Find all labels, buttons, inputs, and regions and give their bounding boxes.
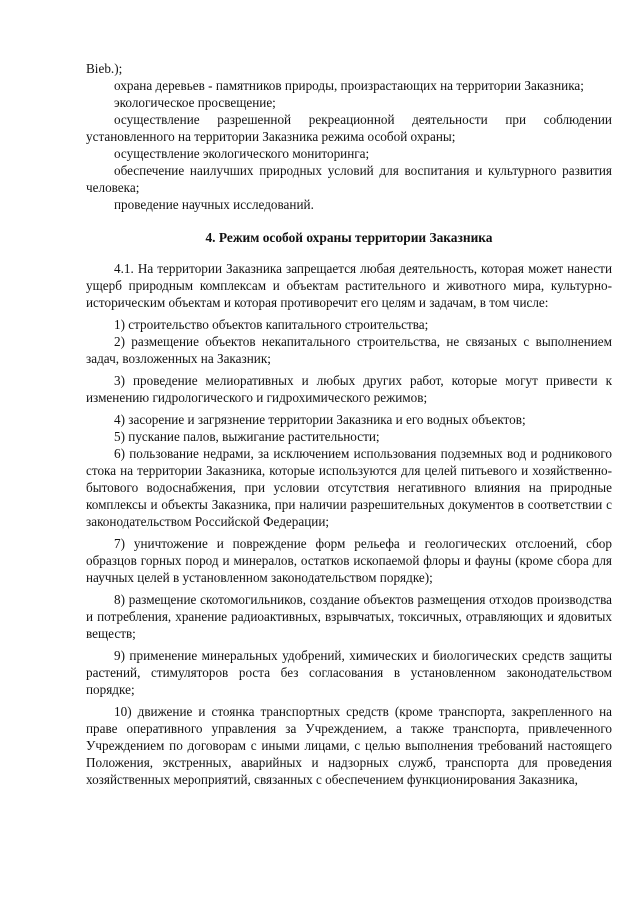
list-item-5: 5) пускание палов, выжигание растительности;	[114, 429, 380, 444]
list-item-1: 1) строительство объектов капитального строительства;	[114, 317, 429, 332]
list-item-3: 3) проведение мелиоративных и любых других работ, которые могут привести к изменению гидрологического и гидрохимического режимов;	[86, 373, 612, 405]
top-line-4: осуществление экологического мониторинга;	[114, 146, 370, 161]
top-line-6: проведение научных исследований.	[114, 197, 314, 212]
top-line-0: Bieb.);	[86, 61, 123, 76]
list-item-6: 6) пользование недрами, за исключением использования подземных вод и родникового стока на территории Заказника, которые используются для целей питьевого и хозяйственно-бытового водоснабжения, при условии отсутствия негативного влияния на природные комплексы и объекты Заказника, при наличии разрешительных документов в соответствии с законодательством Российской Федерации;	[86, 446, 612, 529]
top-line-2: экологическое просвещение;	[114, 95, 276, 110]
top-line-1: охрана деревьев - памятников природы, произрастающих на территории Заказника;	[114, 78, 584, 93]
section-heading: 4. Режим особой охраны территории Заказника	[205, 230, 493, 245]
list-item-7: 7) уничтожение и повреждение форм рельефа и геологических отслоений, сбор образцов горных пород и минералов, остатков ископаемой флоры и фауны (кроме сбора для научных целей в установленном законодательством порядке);	[86, 536, 612, 585]
top-line-3: осуществление разрешенной рекреационной деятельности при соблюдении установленного на территории Заказника режима особой охраны;	[86, 112, 612, 144]
list-item-4: 4) засорение и загрязнение территории Заказника и его водных объектов;	[114, 412, 526, 427]
list-item-2: 2) размещение объектов некапитального строительства, не связаных с выполнением задач, возложенных на Заказник;	[86, 334, 612, 366]
list-item-8: 8) размещение скотомогильников, создание объектов размещения отходов производства и потребления, хранение радиоактивных, взрывчатых, токсичных, отравляющих и ядовитых веществ;	[86, 592, 612, 641]
list-item-9: 9) применение минеральных удобрений, химических и биологических средств защиты растений, стимуляторов роста без согласования в установленном законодательством порядке;	[86, 648, 612, 697]
clause-4-1: 4.1. На территории Заказника запрещается любая деятельность, которая может нанести ущерб природным комплексам и объектам растительного и животного мира, культурно-историческим объектам и которая противоречит его целям и задачам, в том числе:	[86, 261, 612, 310]
list-item-10: 10) движение и стоянка транспортных средств (кроме транспорта, закрепленного на праве оперативного управления за Учреждением, а также транспорта, привлеченного Учреждением по договорам с иными лицами, с целью выполнения требований настоящего Положения, экстренных, аварийных и надзорных служб, транспорта для проведения хозяйственных мероприятий, связанных с обеспечением функционирования Заказника,	[86, 704, 612, 787]
top-line-5: обеспечение наилучших природных условий для воспитания и культурного развития человека;	[86, 163, 612, 195]
